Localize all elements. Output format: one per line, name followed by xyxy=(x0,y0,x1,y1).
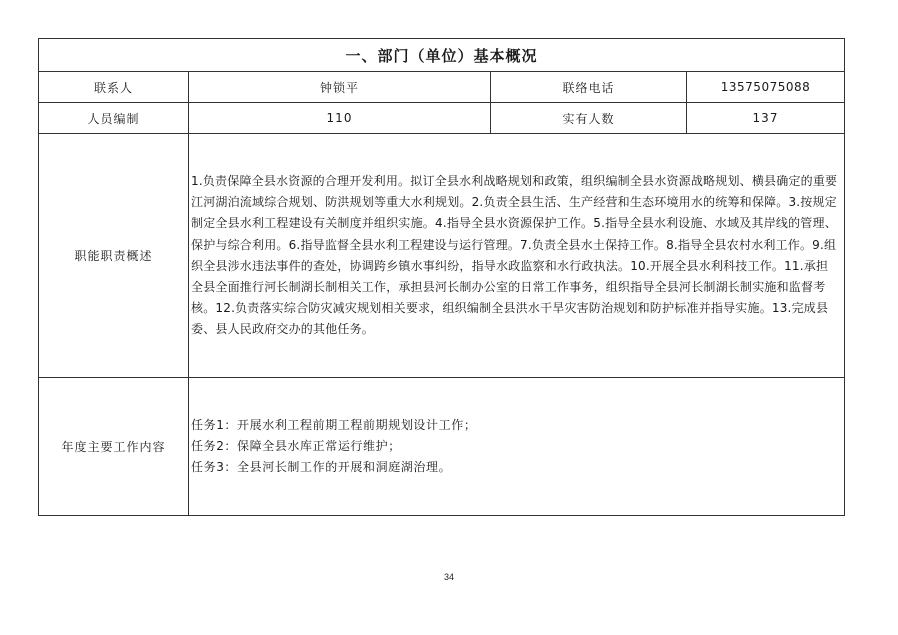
tasks-row xyxy=(39,378,845,516)
task-item: 任务1：开展水利工程前期工程前期规划设计工作； xyxy=(191,418,477,433)
title-row xyxy=(39,39,845,72)
tasks-label: 年度主要工作内容 xyxy=(39,378,189,516)
task-item: 任务2：保障全县水库正常运行维护； xyxy=(191,439,401,454)
table-title: 一、部门（单位）基本概况 xyxy=(39,39,845,72)
staff-row xyxy=(39,103,845,134)
contact-row xyxy=(39,72,845,103)
contact-value: 钟锁平 xyxy=(189,72,491,103)
contact-label: 联系人 xyxy=(39,72,189,103)
staff-quota-value: 110 xyxy=(189,103,491,134)
phone-value: 13575075088 xyxy=(687,72,845,103)
staff-quota-label: 人员编制 xyxy=(39,103,189,134)
duties-label: 职能职责概述 xyxy=(39,134,189,378)
page-number: 34 xyxy=(443,572,454,582)
tasks-content xyxy=(189,378,845,516)
actual-staff-value: 137 xyxy=(687,103,845,134)
duties-row xyxy=(39,134,845,378)
phone-label: 联络电话 xyxy=(491,72,687,103)
task-item: 任务3：全县河长制工作的开展和洞庭湖治理。 xyxy=(191,460,452,475)
duties-text: 1.负责保障全县水资源的合理开发利用。拟订全县水利战略规划和政策，组织编制全县水资源战略规划、横县确定的重要江河湖泊流域综合规划、防洪规划等重大水利规划。2.负责全县生活、生产经营和生态环境用水的统筹和保障。3.按规定制定全县水利工程建设有关制度并组织实施。4.指导全县水资源保护工作。5.指导全县水利设施、水域及其岸线的管理、保护与综合利用。6.指导监督全县水利工程建设与运行管理。7.负责全县水土保持工作。8.指导全县农村水利工作。9.组织全县涉水违法事件的查处，协调跨乡镇水事纠纷，指导水政监察和水行政执法。10.开展全县水利科技工作。11.承担全县全面推行河长制湖长制相关工作，承担县河长制办公室的日常工作事务，组织指导全县河长制湖长制实施和监督考核。12.负责落实综合防灾减灾规划相关要求，组织编制全县洪水干旱灾害防治规划和防护标准并指导实施。13.完成县委、县人民政府交办的其他任务。 xyxy=(189,134,845,378)
actual-staff-label: 实有人数 xyxy=(491,103,687,134)
overview-table xyxy=(38,38,845,516)
